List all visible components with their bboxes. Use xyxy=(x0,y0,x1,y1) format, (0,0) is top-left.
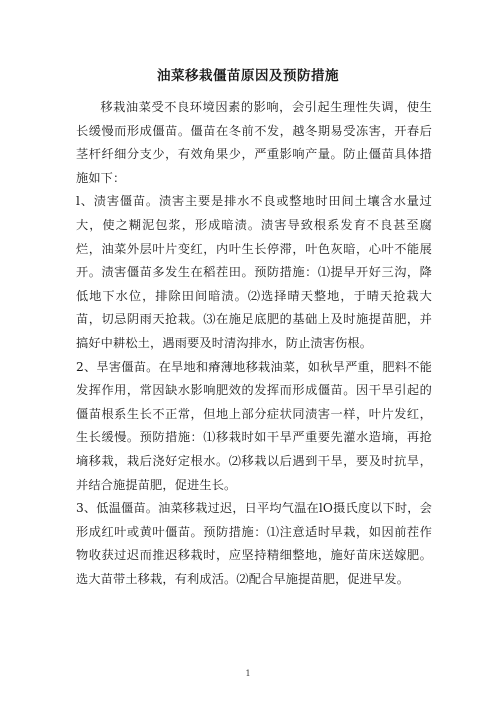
paragraph-drought: 2、旱害僵苗。在旱地和瘠薄地移栽油菜，如秋旱严重，肥料不能发挥作用，常因缺水影响肥效的发挥而形成僵苗。因干旱引起的僵苗根系生长不正常，但地上部分症状同渍害一样，叶片发红，生长缓慢。预防措施：⑴移栽时如干旱严重要先灌水造墒，再抢墒移栽，栽后浇好定根水。⑵移栽以后遇到干旱，要及时抗旱，并结合施提苗肥，促进生长。 xyxy=(76,359,432,492)
paragraph-low-temperature: 3、低温僵苗。油菜移栽过迟，日平均气温在lO摄氏度以下时，会形成红叶或黄叶僵苗。预防措施：⑴注意适时早栽，如因前茬作物收获过迟而推迟移栽时，应坚持精细整地，施好苗床送嫁肥。选大苗带土移栽，有利成活。⑵配合早施提苗肥，促进早发。 xyxy=(76,501,432,586)
document-body xyxy=(76,96,432,591)
paragraph-waterlogging: l、渍害僵苗。渍害主要是排水不良或整地时田间土壤含水量过大，使之糊泥包浆，形成暗渍。渍害导致根系发育不良甚至腐烂，油菜外层叶片变红，内叶生长停滞，叶色灰暗，心叶不能展开。渍害僵苗多发生在稻茬田。预防措施：⑴提早开好三沟，降低地下水位，排除田间暗渍。⑵选择晴天整地，于晴天抢栽大苗，切忌阴雨天抢栽。⑶在施足底肥的基础上及时施提苗肥，并搞好中耕松土，遇雨要及时清沟排水，防止渍害伤根。 xyxy=(76,194,432,350)
document-title: 油菜移栽僵苗原因及预防措施 xyxy=(157,68,339,84)
page-number: 1 xyxy=(245,669,251,678)
paragraph-intro: 移栽油菜受不良环境因素的影响，会引起生理性失调，使生长缓慢而形成僵苗。僵苗在冬前不发，越冬期易受冻害，开春后茎杆纤细分支少，有效角果少，严重影响产量。防止僵苗具体措施如下： xyxy=(76,100,432,185)
